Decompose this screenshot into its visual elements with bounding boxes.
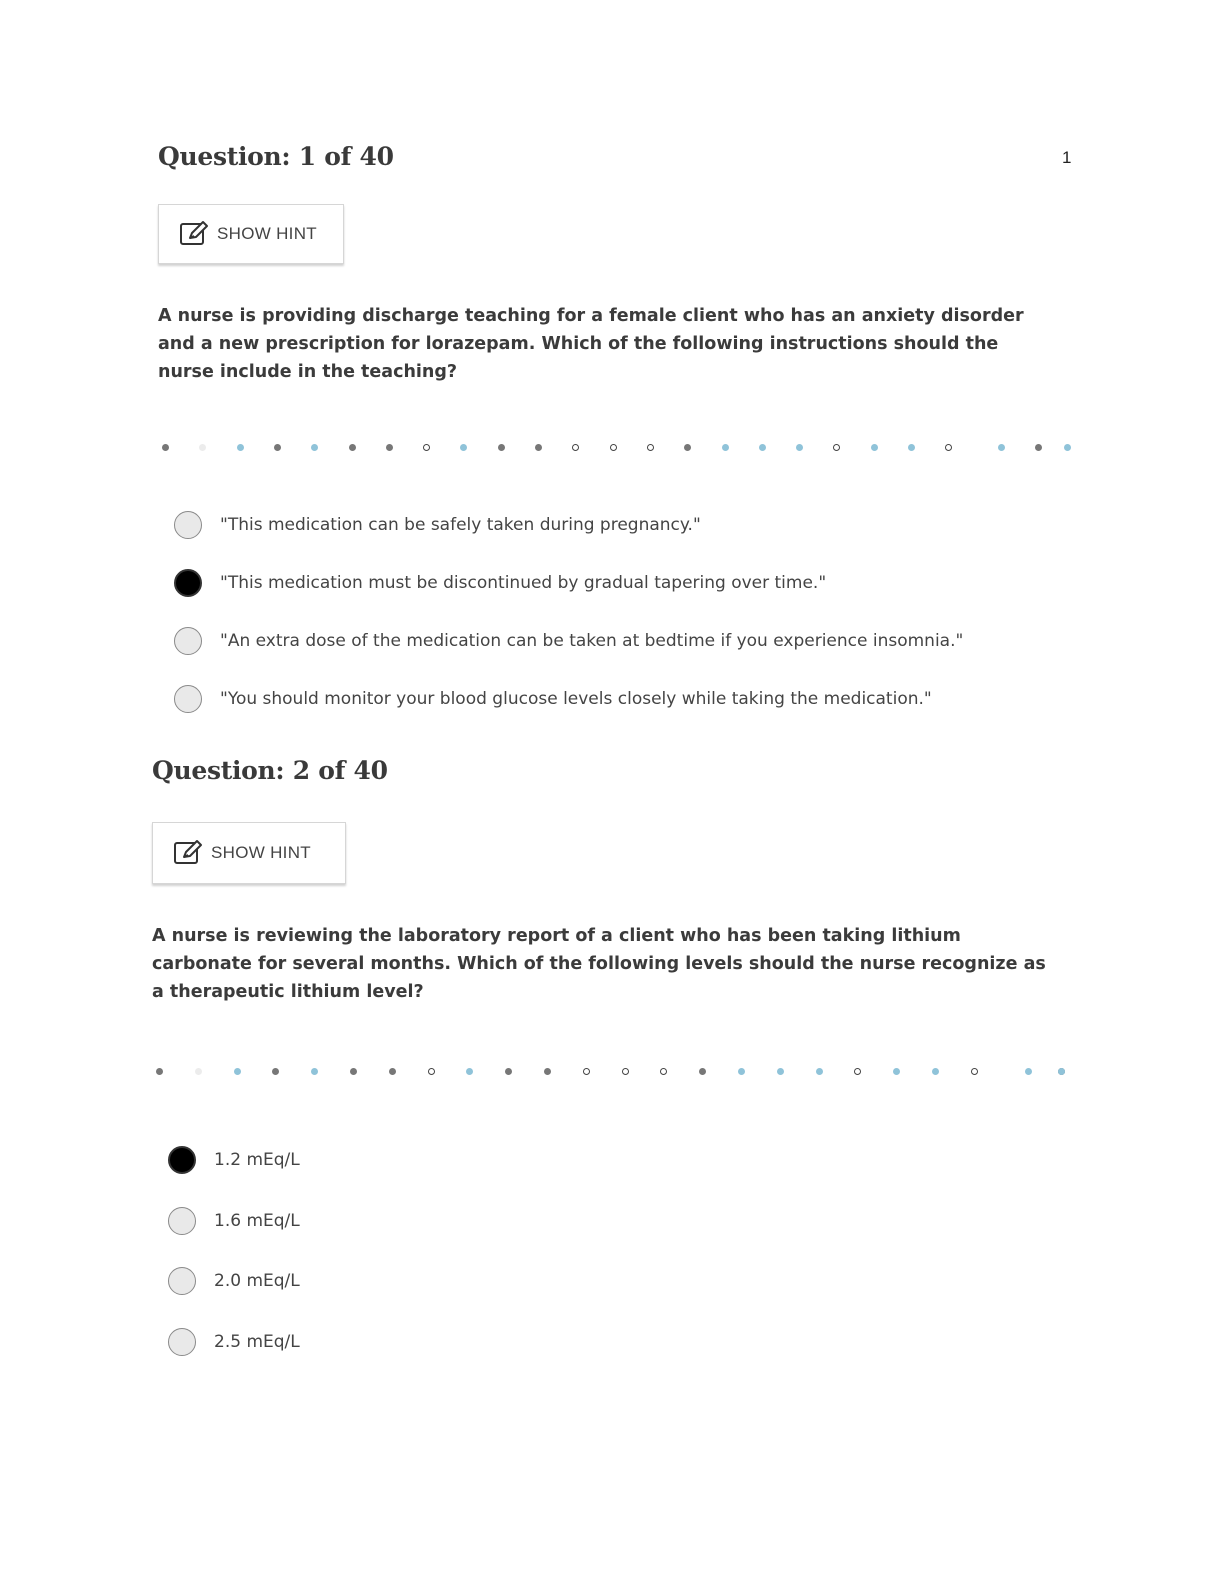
- edit-icon: [173, 839, 205, 867]
- answer-option[interactable]: [152, 1312, 1078, 1373]
- separator-dot: [1064, 444, 1071, 451]
- separator-dot: [274, 444, 281, 451]
- show-hint-label: SHOW HINT: [211, 843, 311, 862]
- separator-dot: [199, 444, 206, 451]
- separator-dot: [945, 444, 952, 451]
- separator-dot: [833, 444, 840, 451]
- radio-button[interactable]: [168, 1207, 196, 1235]
- answer-option[interactable]: [158, 554, 1078, 612]
- option-label: 1.2 mEq/L: [214, 1150, 300, 1171]
- separator-dot: [386, 444, 393, 451]
- separator-dot: [871, 444, 878, 451]
- separator-dot: [311, 1068, 318, 1075]
- separator-dot: [699, 1068, 706, 1075]
- separator-dot: [389, 1068, 396, 1075]
- separator-dot: [460, 444, 467, 451]
- answer-option[interactable]: [152, 1191, 1078, 1252]
- question-text: A nurse is providing discharge teaching for a female client who has an anxiety disorder and a new prescription for lorazepam. Which of the following instructions should the nurse include in the teaching?: [158, 306, 1024, 382]
- separator-dot: [195, 1068, 202, 1075]
- separator-dot: [535, 444, 542, 451]
- separator-dot: [908, 444, 915, 451]
- progress-dots: [158, 442, 1078, 454]
- option-label: "This medication must be discontinued by gradual tapering over time.": [220, 573, 827, 593]
- option-label: 2.0 mEq/L: [214, 1271, 300, 1292]
- show-hint-button[interactable]: [152, 822, 346, 884]
- option-label: "An extra dose of the medication can be taken at bedtime if you experience insomnia.": [220, 631, 964, 651]
- separator-dot: [1025, 1068, 1032, 1075]
- option-label: "This medication can be safely taken during pregnancy.": [220, 515, 701, 535]
- separator-dot: [156, 1068, 163, 1075]
- separator-dot: [816, 1068, 823, 1075]
- separator-dot: [349, 444, 356, 451]
- answer-options: [158, 496, 1078, 728]
- progress-dots: [152, 1066, 1072, 1078]
- question-1: [158, 140, 1078, 728]
- separator-dot: [234, 1068, 241, 1075]
- option-label: 2.5 mEq/L: [214, 1331, 300, 1352]
- answer-option[interactable]: [158, 496, 1078, 554]
- separator-dot: [722, 444, 729, 451]
- question-title: Question: 2 of 40: [152, 756, 388, 785]
- show-hint-button[interactable]: [158, 204, 344, 264]
- option-label: "You should monitor your blood glucose levels closely while taking the medication.": [220, 689, 932, 709]
- radio-button[interactable]: [168, 1146, 196, 1174]
- radio-button[interactable]: [168, 1267, 196, 1295]
- separator-dot: [498, 444, 505, 451]
- separator-dot: [684, 444, 691, 451]
- separator-dot: [893, 1068, 900, 1075]
- separator-dot: [660, 1068, 667, 1075]
- separator-dot: [622, 1068, 629, 1075]
- question-title: Question: 1 of 40: [158, 142, 394, 171]
- separator-dot: [583, 1068, 590, 1075]
- separator-dot: [505, 1068, 512, 1075]
- separator-dot: [423, 444, 430, 451]
- radio-button[interactable]: [174, 627, 202, 655]
- separator-dot: [932, 1068, 939, 1075]
- answer-option[interactable]: [158, 670, 1078, 728]
- answer-options: [152, 1130, 1078, 1372]
- separator-dot: [759, 444, 766, 451]
- separator-dot: [971, 1068, 978, 1075]
- edit-icon: [179, 220, 211, 248]
- question-text: A nurse is reviewing the laboratory report of a client who has been taking lithium carbonate for several months. Which of the following levels should the nurse recognize as a therapeutic lithium level?: [152, 926, 1046, 1002]
- separator-dot: [466, 1068, 473, 1075]
- option-label: 1.6 mEq/L: [214, 1210, 300, 1231]
- separator-dot: [428, 1068, 435, 1075]
- answer-option[interactable]: [158, 612, 1078, 670]
- radio-button[interactable]: [174, 569, 202, 597]
- question-2: [152, 754, 1078, 1372]
- separator-dot: [610, 444, 617, 451]
- answer-option[interactable]: [152, 1251, 1078, 1312]
- separator-dot: [350, 1068, 357, 1075]
- show-hint-label: SHOW HINT: [217, 224, 317, 243]
- separator-dot: [738, 1068, 745, 1075]
- radio-button[interactable]: [174, 685, 202, 713]
- answer-option[interactable]: [152, 1130, 1078, 1191]
- page-number: 1: [1062, 148, 1072, 167]
- radio-button[interactable]: [168, 1328, 196, 1356]
- separator-dot: [998, 444, 1005, 451]
- separator-dot: [854, 1068, 861, 1075]
- separator-dot: [1035, 444, 1042, 451]
- separator-dot: [311, 444, 318, 451]
- separator-dot: [777, 1068, 784, 1075]
- separator-dot: [544, 1068, 551, 1075]
- separator-dot: [1058, 1068, 1065, 1075]
- separator-dot: [272, 1068, 279, 1075]
- separator-dot: [162, 444, 169, 451]
- separator-dot: [647, 444, 654, 451]
- separator-dot: [237, 444, 244, 451]
- separator-dot: [796, 444, 803, 451]
- separator-dot: [572, 444, 579, 451]
- radio-button[interactable]: [174, 511, 202, 539]
